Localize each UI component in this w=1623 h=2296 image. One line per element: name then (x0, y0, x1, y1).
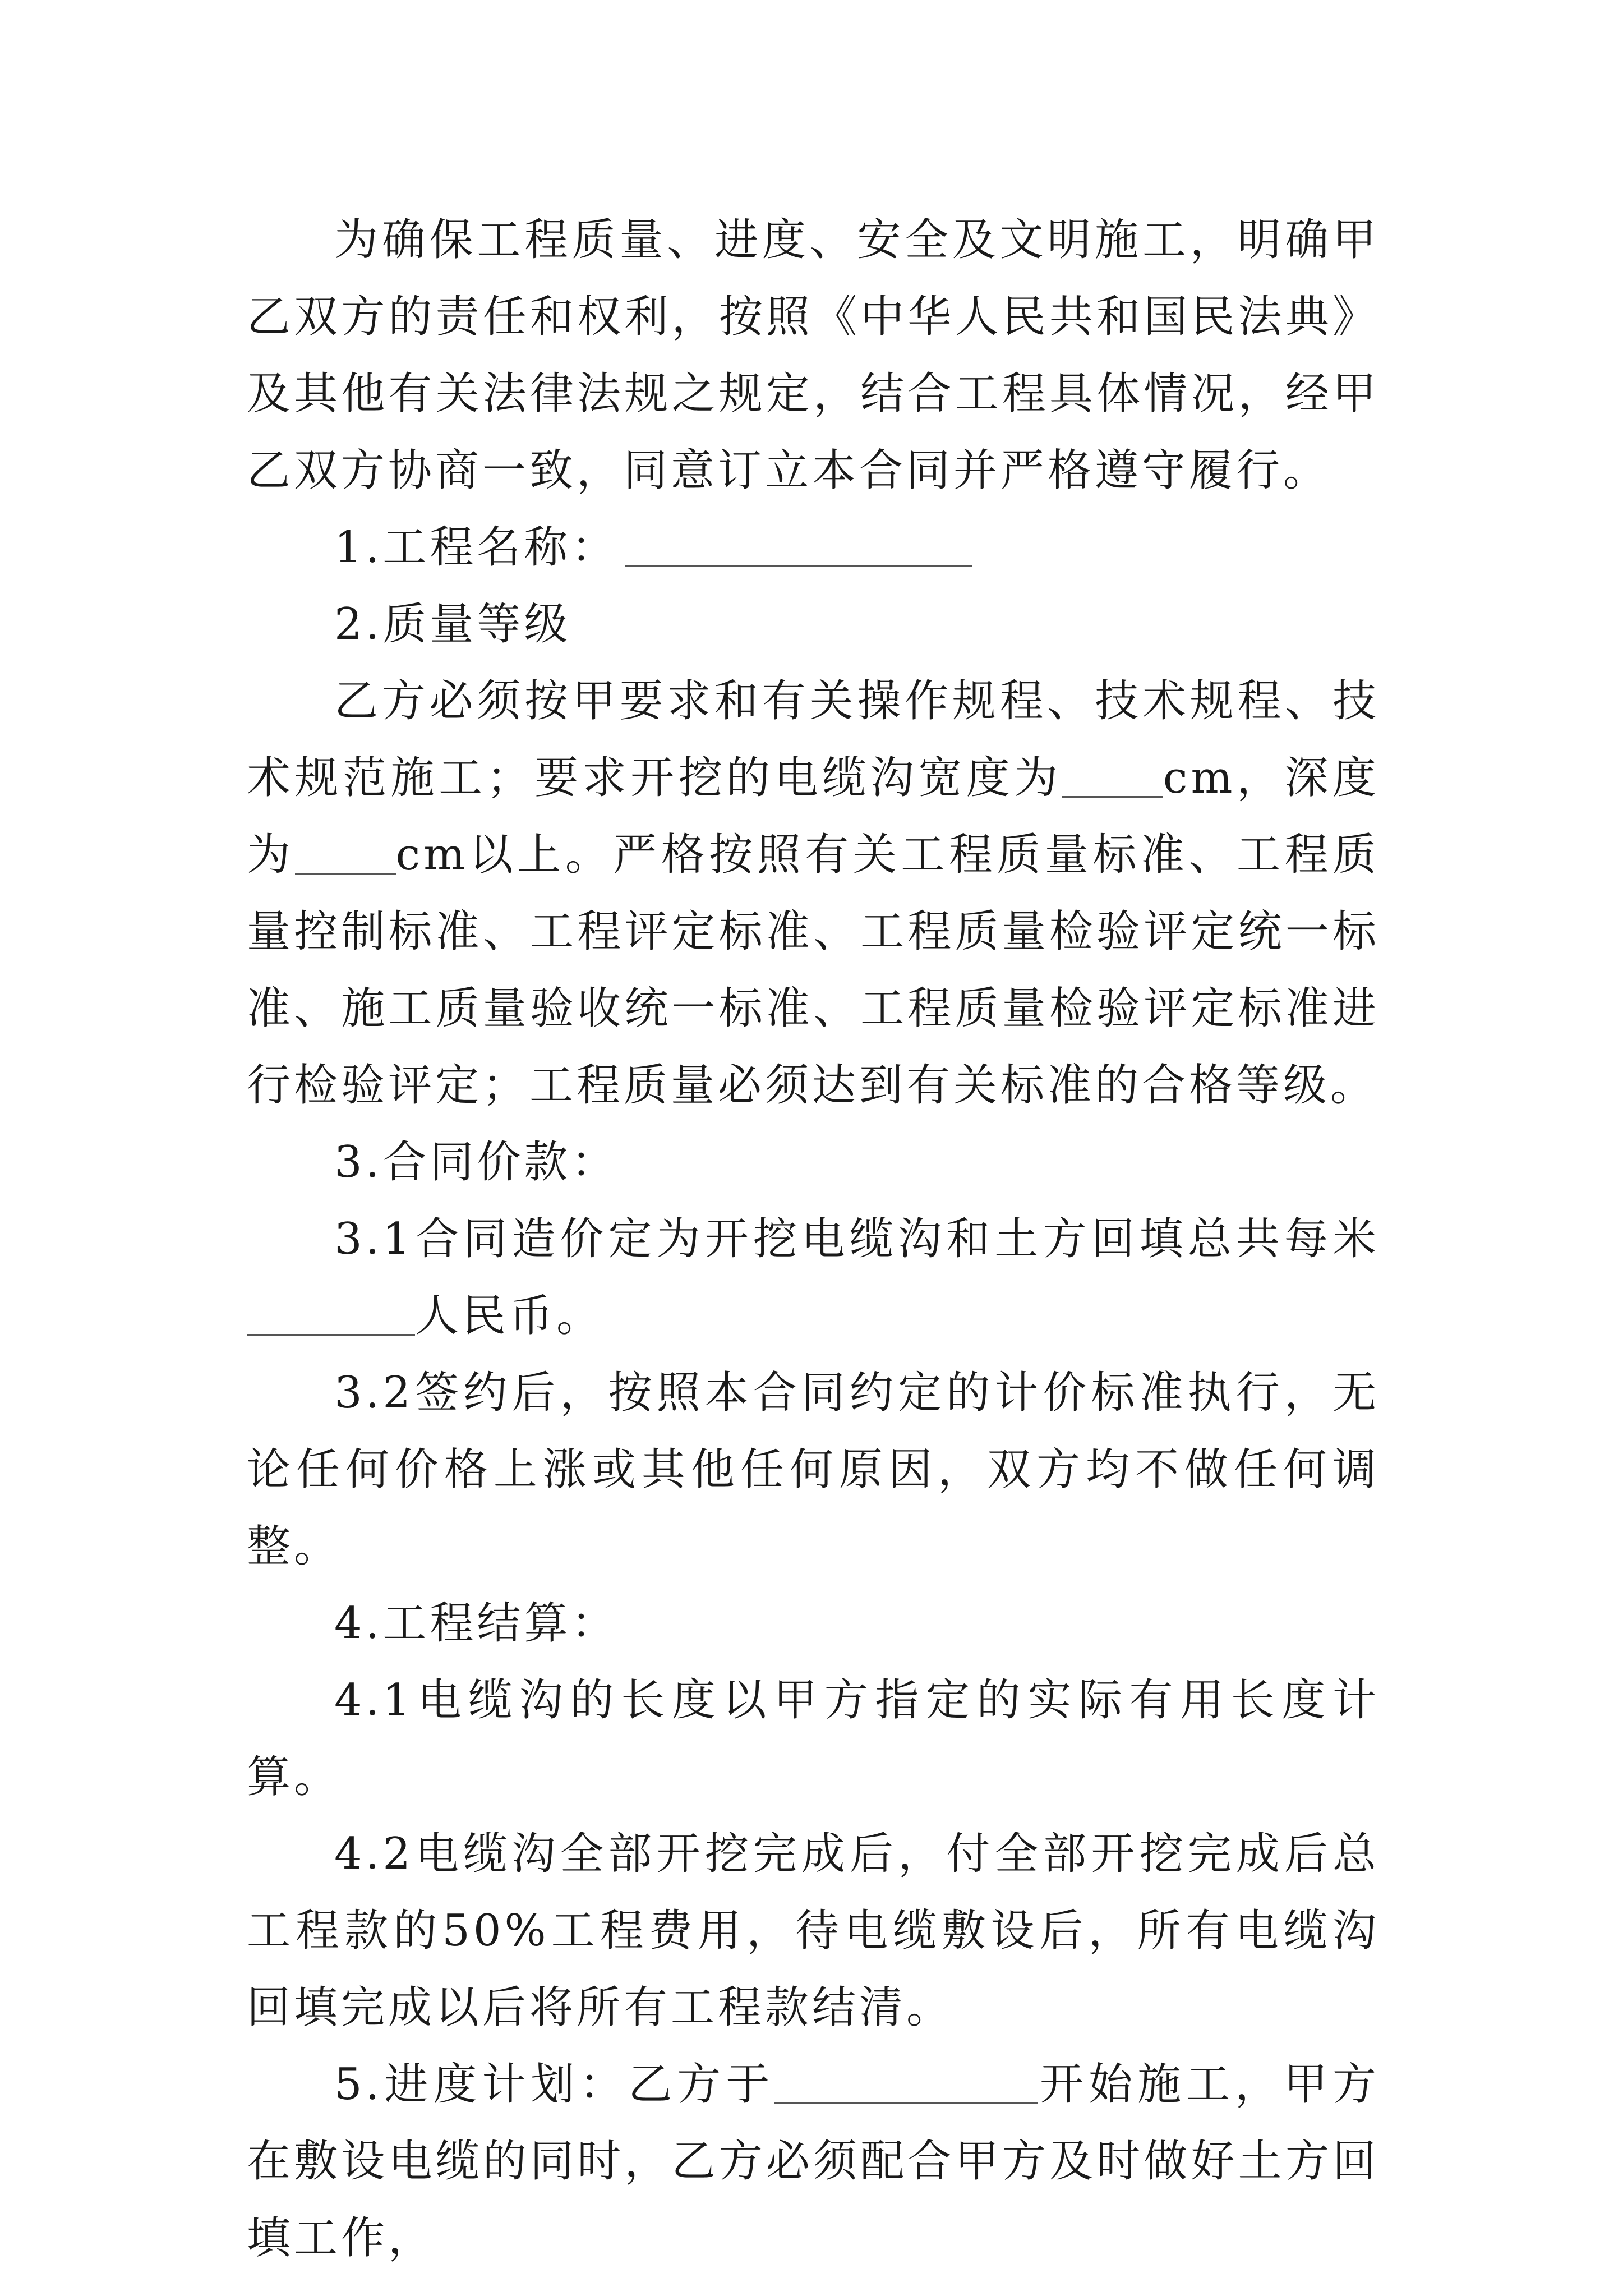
quality-paragraph (247, 663, 1380, 1124)
clause-3-1-currency: 人民币。 (415, 1291, 604, 1341)
schedule-text-1: 5.进度计划：乙方于 (334, 2059, 775, 2110)
schedule-text-2: 开始施工，甲方在敷设电缆的同时，乙方必须配合甲方及时做好土方回填工作， (247, 2059, 1380, 2263)
quality-text-2: cm，深度为 (247, 753, 1380, 880)
settlement-heading: 4.工程结算： (334, 1598, 619, 1649)
project-name-label: 1.工程名称： (334, 522, 619, 573)
clause-3-1-text: 3.1合同造价定为开挖电缆沟和土方回填总共每米 (334, 1214, 1380, 1264)
project-name-blank (625, 526, 972, 567)
quality-text-3: cm以上。严格按照有关工程质量标准、工程质量控制标准、工程评定标准、工程质量检验评定统一标准、施工质量验收统一标准、工程质量检验评定标准进行检验评定；工程质量必须达到有关标准的合格等级。 (247, 830, 1380, 1111)
clause-3-1 (247, 1201, 1380, 1355)
trench-depth-blank (295, 834, 396, 875)
intro-paragraph: 为确保工程质量、进度、安全及文明施工，明确甲乙双方的责任和权利，按照《中华人民共和国民法典》及其他有关法律法规之规定，结合工程具体情况，经甲乙双方协商一致，同意订立本合同并严格遵守履行。 (247, 215, 1380, 496)
clause-4-2: 4.2电缆沟全部开挖完成后，付全部开挖完成后总工程款的50%工程费用，待电缆敷设后，所有电缆沟回填完成以后将所有工程款结清。 (247, 1829, 1380, 2033)
quality-grade-heading: 2.质量等级 (334, 599, 571, 650)
quality-text-1: 乙方必须按甲要求和有关操作规程、技术规程、技术规范施工；要求开挖的电缆沟宽度为 (247, 676, 1380, 803)
price-per-meter-blank (247, 1295, 415, 1336)
schedule-paragraph (247, 2046, 1380, 2277)
clause-4-1: 4.1电缆沟的长度以甲方指定的实际有用长度计算。 (247, 1675, 1380, 1802)
clause-3-2: 3.2签约后，按照本合同约定的计价标准执行，无论任何价格上涨或其他任何原因，双方均不做任何调整。 (247, 1368, 1380, 1572)
project-name-line (247, 509, 1380, 586)
trench-width-blank (1062, 757, 1163, 798)
start-date-blank (774, 2063, 1038, 2104)
contract-body (247, 202, 1380, 2277)
contract-price-heading: 3.合同价款： (334, 1137, 619, 1188)
